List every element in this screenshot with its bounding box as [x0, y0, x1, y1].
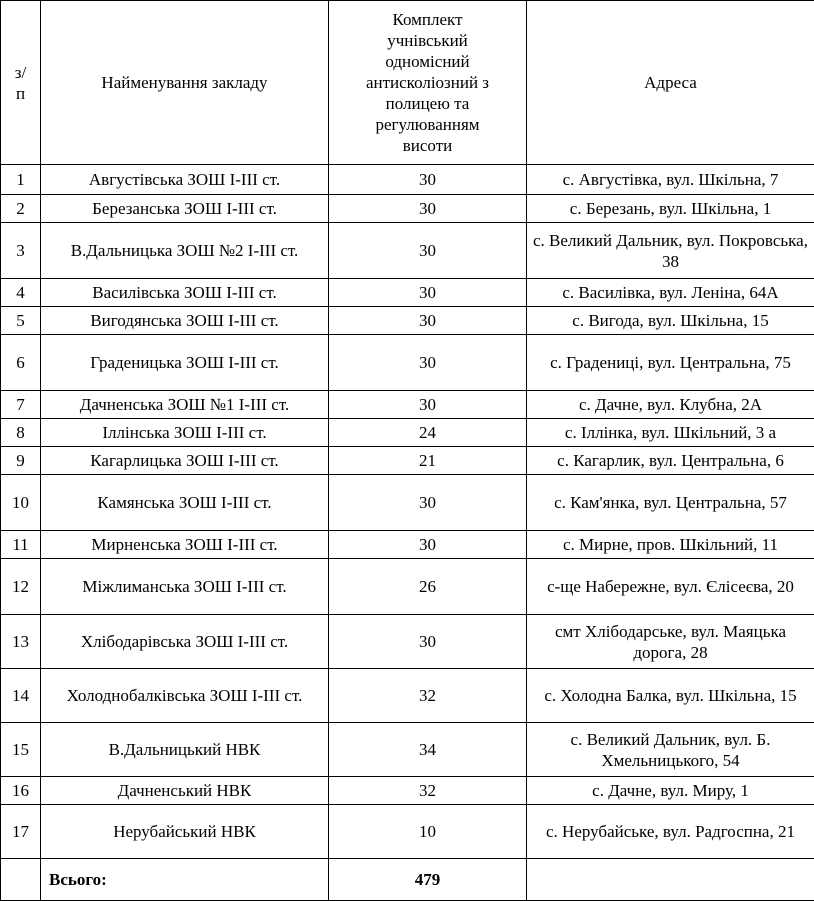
- table-row: [1, 223, 814, 279]
- table-row: [1, 447, 814, 475]
- row-number: 5: [1, 307, 41, 335]
- row-quantity: 30: [329, 279, 527, 307]
- row-address: с-ще Набережне, вул. Єлісеєва, 20: [527, 559, 814, 615]
- row-quantity: 26: [329, 559, 527, 615]
- header-address: Адреса: [527, 1, 814, 165]
- row-number: 14: [1, 669, 41, 723]
- row-quantity: 21: [329, 447, 527, 475]
- table-row: [1, 531, 814, 559]
- row-number: 9: [1, 447, 41, 475]
- table-row: [1, 669, 814, 723]
- row-number: 1: [1, 165, 41, 195]
- row-number: 16: [1, 777, 41, 805]
- row-number: 15: [1, 723, 41, 777]
- row-address: с. Холодна Балка, вул. Шкільна, 15: [527, 669, 814, 723]
- row-number: 13: [1, 615, 41, 669]
- row-school-name: Вигодянська ЗОШ І-ІІІ ст.: [41, 307, 329, 335]
- row-address: с. Великий Дальник, вул. Покровська, 38: [527, 223, 814, 279]
- row-address: смт Хлібодарське, вул. Маяцька дорога, 28: [527, 615, 814, 669]
- row-quantity: 30: [329, 615, 527, 669]
- row-school-name: Кагарлицька ЗОШ І-ІІІ ст.: [41, 447, 329, 475]
- row-school-name: Камянська ЗОШ І-ІІІ ст.: [41, 475, 329, 531]
- row-school-name: Граденицька ЗОШ І-ІІІ ст.: [41, 335, 329, 391]
- row-school-name: Василівська ЗОШ І-ІІІ ст.: [41, 279, 329, 307]
- row-address: с. Мирне, пров. Шкільний, 11: [527, 531, 814, 559]
- table-row: [1, 777, 814, 805]
- table-row: [1, 723, 814, 777]
- table-row: [1, 279, 814, 307]
- table-row: [1, 559, 814, 615]
- row-address: с. Градениці, вул. Центральна, 75: [527, 335, 814, 391]
- row-quantity: 34: [329, 723, 527, 777]
- table-row: [1, 419, 814, 447]
- table-header-row: [1, 1, 814, 165]
- table-row: [1, 805, 814, 859]
- row-address: с. Кагарлик, вул. Центральна, 6: [527, 447, 814, 475]
- row-number: 11: [1, 531, 41, 559]
- row-number: 2: [1, 195, 41, 223]
- row-school-name: Іллінська ЗОШ І-ІІІ ст.: [41, 419, 329, 447]
- table-row: [1, 335, 814, 391]
- table-row: [1, 307, 814, 335]
- row-number: 3: [1, 223, 41, 279]
- row-school-name: Березанська ЗОШ І-ІІІ ст.: [41, 195, 329, 223]
- row-school-name: Дачненська ЗОШ №1 І-ІІІ ст.: [41, 391, 329, 419]
- row-quantity: 10: [329, 805, 527, 859]
- row-quantity: 32: [329, 669, 527, 723]
- row-address: с. Нерубайське, вул. Радгоспна, 21: [527, 805, 814, 859]
- row-school-name: Мирненська ЗОШ І-ІІІ ст.: [41, 531, 329, 559]
- row-address: с. Василівка, вул. Леніна, 64А: [527, 279, 814, 307]
- row-quantity: 32: [329, 777, 527, 805]
- row-address: с. Дачне, вул. Клубна, 2А: [527, 391, 814, 419]
- row-address: с. Іллінка, вул. Шкільний, 3 а: [527, 419, 814, 447]
- row-number: 12: [1, 559, 41, 615]
- row-school-name: Дачненський НВК: [41, 777, 329, 805]
- header-number: з/ п: [1, 1, 41, 165]
- row-quantity: 30: [329, 531, 527, 559]
- total-address-cell: [527, 859, 814, 901]
- row-quantity: 30: [329, 391, 527, 419]
- table-row: [1, 165, 814, 195]
- row-address: с. Великий Дальник, вул. Б. Хмельницького, 54: [527, 723, 814, 777]
- header-school-name: Найменування закладу: [41, 1, 329, 165]
- row-address: с. Березань, вул. Шкільна, 1: [527, 195, 814, 223]
- row-quantity: 30: [329, 195, 527, 223]
- table-row: [1, 391, 814, 419]
- row-number: 6: [1, 335, 41, 391]
- row-quantity: 30: [329, 335, 527, 391]
- total-row: [1, 859, 814, 901]
- total-value: 479: [329, 859, 527, 901]
- row-school-name: Хлібодарівська ЗОШ І-ІІІ ст.: [41, 615, 329, 669]
- row-school-name: Нерубайський НВК: [41, 805, 329, 859]
- row-school-name: Августівська ЗОШ І-ІІІ ст.: [41, 165, 329, 195]
- header-quantity: Комплект учнівський одномісний антисколіозний з полицею та регулюванням висоти: [329, 1, 527, 165]
- row-quantity: 24: [329, 419, 527, 447]
- total-number-cell: [1, 859, 41, 901]
- row-quantity: 30: [329, 223, 527, 279]
- total-label: Всього:: [41, 859, 329, 901]
- table-row: [1, 615, 814, 669]
- row-number: 17: [1, 805, 41, 859]
- row-address: с. Вигода, вул. Шкільна, 15: [527, 307, 814, 335]
- table-row: [1, 475, 814, 531]
- row-school-name: Холоднобалківська ЗОШ І-ІІІ ст.: [41, 669, 329, 723]
- row-number: 10: [1, 475, 41, 531]
- row-quantity: 30: [329, 475, 527, 531]
- row-school-name: Міжлиманська ЗОШ І-ІІІ ст.: [41, 559, 329, 615]
- row-school-name: В.Дальницька ЗОШ №2 І-ІІІ ст.: [41, 223, 329, 279]
- table-row: [1, 195, 814, 223]
- row-number: 8: [1, 419, 41, 447]
- row-address: с. Августівка, вул. Шкільна, 7: [527, 165, 814, 195]
- row-quantity: 30: [329, 307, 527, 335]
- row-address: с. Кам'янка, вул. Центральна, 57: [527, 475, 814, 531]
- row-school-name: В.Дальницький НВК: [41, 723, 329, 777]
- row-address: с. Дачне, вул. Миру, 1: [527, 777, 814, 805]
- row-number: 7: [1, 391, 41, 419]
- row-number: 4: [1, 279, 41, 307]
- row-quantity: 30: [329, 165, 527, 195]
